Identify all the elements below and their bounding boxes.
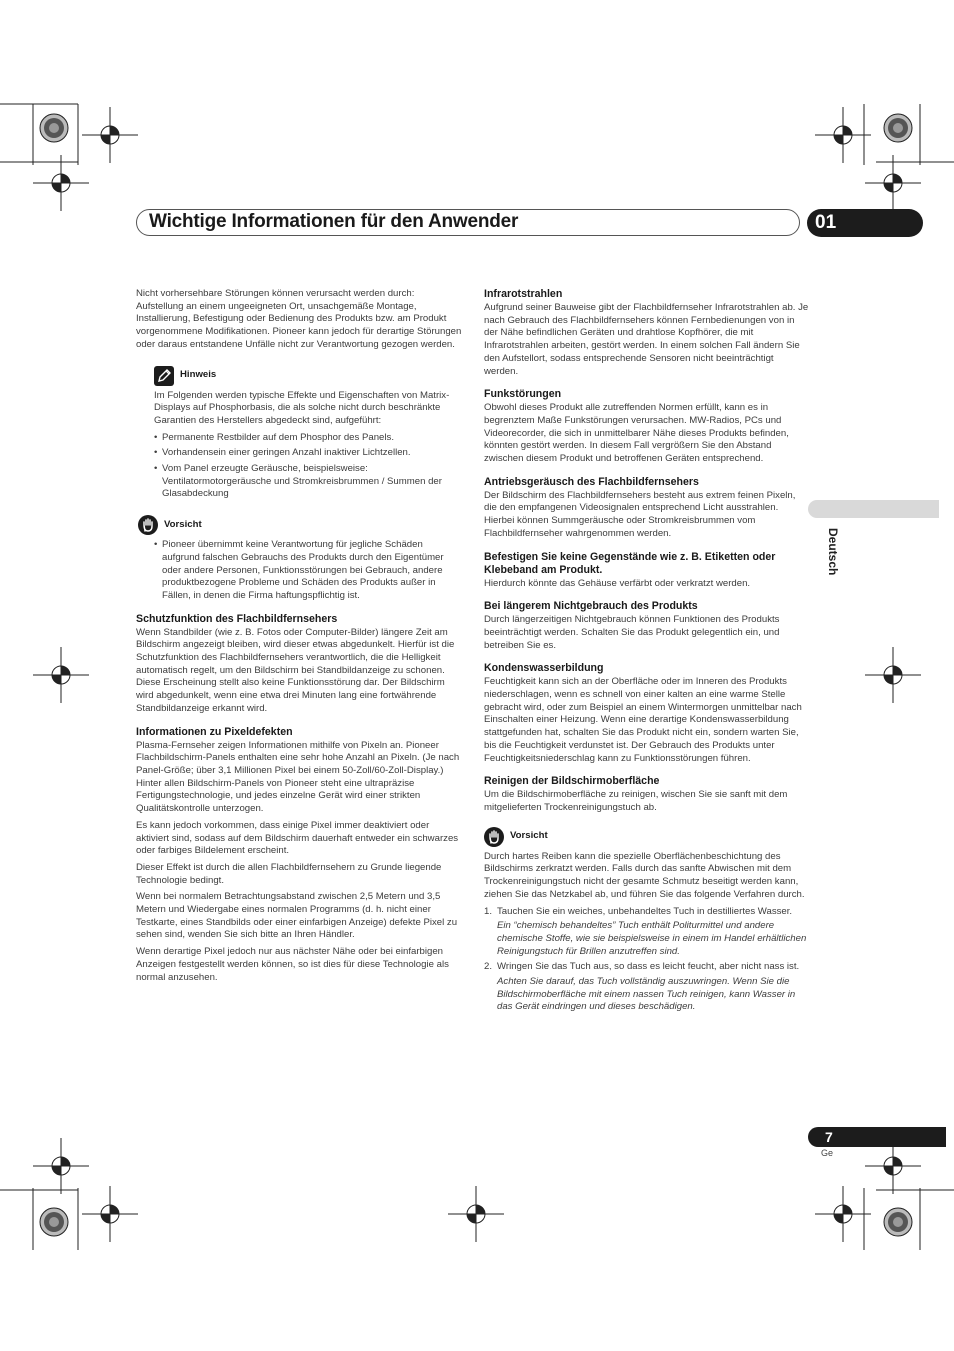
section-text: Wenn bei normalem Betrachtungsabstand zwischen 2,5 Metern und 3,5 Metern und Wiedergabe eines normalen Programms (d. h. nicht einer Testkarte, eines Standbilds oder einer einfarbigen Anzeige) defekte Pixel zu sehen sind, wenden Sie sich bitte an Ihren Händler. [136,891,458,941]
list-item: • Vom Panel erzeugte Geräusche, beispielsweise: Ventilatormotorgeräusche und Stromkreisbrummen / Summen der Glasabdeckung [154,463,462,501]
section-text: Plasma-Fernseher zeigen Informationen mithilfe von Pixeln an. Pioneer Flachbildschirm-Panels enthalten eine sehr hohe Anzahl an Pixeln. (Je nach Panel-Größe; über 3,1 Millionen Pixel bei einem 50-Zoll/60-Zoll-Display.) Hinter allen Bildschirm-Panels von Pioneer steht eine ultrapräzise Fertigungstechnologie, und jedes einzelne Gerät wird einer strikten Qualitätskontrolle unterzogen. [136,739,460,815]
section-heading: Kondenswasserbildung [484,662,604,675]
pencil-note-icon [154,366,174,386]
vorsicht-block [154,515,462,603]
step-text: Tauchen Sie ein weiches, unbehandeltes Tuch in destilliertes Wasser. [497,905,793,917]
list-item: • Vorhandensein einer geringen Anzahl inaktiver Lichtzellen. [154,447,462,460]
section-text: Um die Bildschirmoberfläche zu reinigen, wischen Sie sie sanft mit dem mitgelieferten Trockenreinigungstuch ab. [484,789,788,813]
hand-caution-icon [138,515,158,535]
list-item [484,961,809,1014]
hinweis-block [154,366,462,502]
hand-caution-icon [484,827,504,847]
section-heading: Infrarotstrahlen [484,288,563,300]
hinweis-text: Im Folgenden werden typische Effekte und Eigenschaften von Matrix-Displays auf Phosphorbasis, die als solche nicht durch beschränkte Garantien des Herstellers abgedeckt sind, aufgeführt: [154,389,450,426]
hinweis-label: Hinweis [180,369,217,381]
vorsicht-block [484,827,809,1014]
page-number: 7 [825,1129,833,1145]
section-heading: Befestigen Sie keine Gegenstände wie z. B. Etiketten oder Klebeband am Produkt. [484,550,776,576]
page-title-bar [136,209,800,236]
page-title: Wichtige Informationen für den Anwender [149,211,519,232]
section-text: Durch längerzeitigen Nichtgebrauch können Funktionen des Produkts beeinträchtigt werden. Schalten Sie das Produkt gelegentlich ein, und betreiben Sie es. [484,614,780,651]
section-text: Hierdurch könnte das Gehäuse verfärbt oder verkratzt werden. [484,577,751,589]
vorsicht-label: Vorsicht [510,830,548,842]
right-column [484,288,809,1018]
vorsicht-label: Vorsicht [164,518,202,530]
section-heading: Antriebsgeräusch des Flachbildfernsehers [484,475,699,488]
step-number: 2. [484,961,493,973]
language-label: Deutsch [826,528,840,576]
chapter-number: 01 [815,212,837,233]
section-text: Wenn Standbilder (wie z. B. Fotos oder Computer-Bilder) längere Zeit am Bildschirm angezeigt bleiben, wird dieser etwas abgedunkelt. Hierfür ist die Schutzfunktion des Flachbildfernsehers verantwortlich, die die Helligkeit automatisch regelt, um den Bildschirm bei Standbildanzeige zu schonen. Diese Erscheinung stellt also keine Funktionsstörung dar. Der Bildschirm wird abgedunkelt, wenn eine etwa drei Minuten lang eine fortwährende Standbildanzeige erkannt wird. [136,626,455,714]
section-text: Der Bildschirm des Flachbildfernsehers besteht aus extrem feinen Pixeln, die den empfangenen Videosignalen entsprechend Licht ausstrahlen. Hierbei können Summgeräusche oder Stromkreisbrummen vom Flachbildfernseher wahrgenommen werden. [484,489,796,539]
left-column [136,288,462,988]
page-number-tab [808,1127,946,1147]
list-item: • Permanente Restbilder auf dem Phosphor des Panels. [154,432,462,445]
step-number: 1. [484,905,493,917]
step-note: Ein “chemisch behandeltes” Tuch enthält Politurmittel und andere chemische Stoffe, wie sie beispielsweise in einem im Handel erhältlichen Reinigungstuch für Brillen anzutreffen sind. [497,920,807,957]
section-heading: Funkstörungen [484,388,562,401]
cleaning-steps [484,906,809,1015]
vorsicht-list [154,539,462,603]
vorsicht-header [138,515,462,535]
intro-paragraph: Nicht vorhersehbare Störungen können verursacht werden durch: Aufstellung an einem ungeeigneten Ort, unsachgemäße Montage, Installierung, Befestigung oder Bedienung des Produkts bzw. am Produkt vorgenommene Modifikationen. Pioneer kann jedoch für derartige Störungen oder daraus entstandene Unfälle nicht zur Verantwortung gezogen werden. [136,288,462,350]
vorsicht-text: Durch hartes Reiben kann die spezielle Oberflächenbeschichtung des Bildschirms zerkratzt werden. Falls durch das sanfte Abwischen mit dem Trockenreinigungstuch nicht der gesamte Schmutz beseitigt werden kann, ziehen Sie das Netzkabel ab, und führen Sie das folgende Verfahren durch. [484,850,805,900]
section-heading: Informationen zu Pixeldefekten [136,725,293,738]
section-text: Feuchtigkeit kann sich an der Oberfläche oder im Inneren des Produkts niederschlagen, wenn es schnell von einer kalten an eine warme Stelle gebracht wird, oder zum Beispiel an einem Wintermorgen unmittelbar nach Einschalten einer Heizung. Wenn eine derartige Kondenswasserbildung stattgefunden hat, schalten Sie das Produkt nicht ein, sondern warten Sie, bis die Feuchtigkeit verdunstet ist. Der Gebrauch des Produkts unter Feuchtigkeitsniederschlag kann zu Funktionsstörungen führen. [484,676,802,764]
section-heading: Reinigen der Bildschirmoberfläche [484,775,660,788]
hinweis-list [154,432,462,502]
section-text: Aufgrund seiner Bauweise gibt der Flachbildfernseher Infrarotstrahlen ab. Je nach Gebrauch des Flachbildfernsehers können Fernbedienungen von in der Nähe befindlichen Geräten und drahtlose Kopfhörer, die mit Infrarotstrahlen arbeiten, gestört werden. In einem solchen Fall ändern Sie den Aufstellort, sodass entsprechende Sensoren nicht beeinträchtigt werden. [484,302,809,377]
language-tab [808,500,939,518]
language-code: Ge [821,1148,834,1158]
section-text: Es kann jedoch vorkommen, dass einige Pixel immer deaktiviert oder aktiviert sind, sodass auf dem Bildschirm dauerhaft entweder ein schwarzes oder farbiges Bildelement erscheint. [136,819,459,857]
section-text: Obwohl dieses Produkt alle zutreffenden Normen erfüllt, kann es in begrenztem Maße Funkstörungen verursachen. MW-Radios, PCs und Videorecorder, die sich in unmittelbarer Nähe dieses Produkts befinden, könnten gestört werden. In diesem Fall vergrößern Sie den Abstand zwischen diesem Produkt und betroffenen Geräten entsprechend. [484,402,789,465]
list-item [484,906,809,959]
section-text: Wenn derartige Pixel jedoch nur aus nächster Nähe oder bei einfarbigen Anzeigen festgestellt werden können, so ist dies für diese Technologie als normal anzusehen. [136,946,449,983]
list-item: • Pioneer übernimmt keine Verantwortung für jegliche Schäden aufgrund falschen Gebrauchs des Produkts durch den Eigentümer oder andere Personen, Funktionsstörungen bei Gebrauch, andere produktbezogene Probleme und Schäden des Produkts außer in Fällen, in denen die Firma haftungspflichtig ist. [154,539,462,603]
step-note: Achten Sie darauf, das Tuch vollständig auszuwringen. Wenn Sie die Bildschirmoberfläche mit einem nassen Tuch reinigen, kann Wasser in das Gerät eindringen und dieses beschädigen. [497,976,796,1013]
section-heading: Schutzfunktion des Flachbildfernsehers [136,612,338,625]
section-text: Dieser Effekt ist durch die allen Flachbildfernsehern zu Grunde liegende Technologie bedingt. [136,861,442,886]
section-heading: Bei längerem Nichtgebrauch des Produkts [484,600,698,613]
hinweis-header [154,366,462,386]
step-text: Wringen Sie das Tuch aus, so dass es leicht feucht, aber nicht nass ist. [497,961,800,973]
vorsicht-header [484,827,809,847]
chapter-tab [807,209,923,237]
